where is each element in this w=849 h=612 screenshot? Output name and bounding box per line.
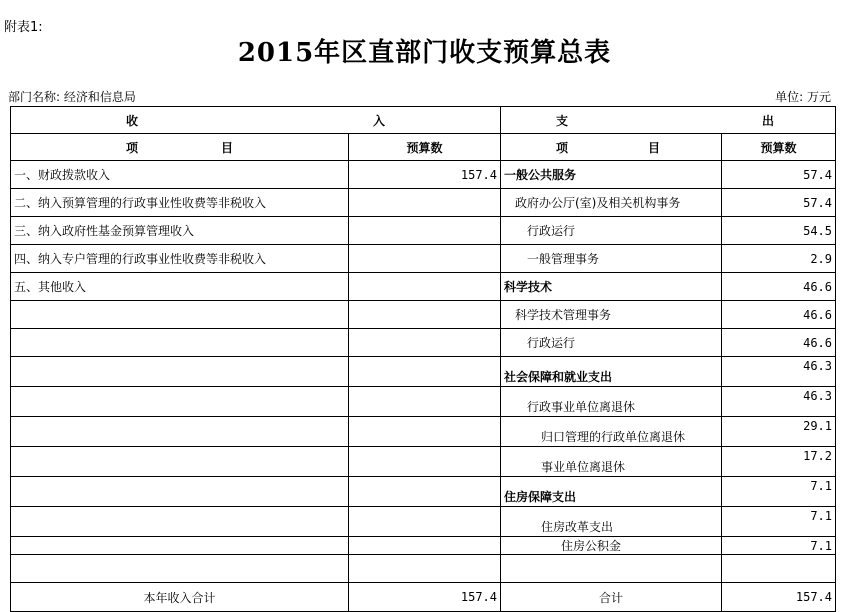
expense-value: 57.4 xyxy=(722,161,836,189)
table-row xyxy=(11,301,836,329)
header-row-section xyxy=(11,107,836,134)
income-item: 三、纳入政府性基金预算管理收入 xyxy=(11,217,349,245)
income-item-empty xyxy=(11,555,349,583)
income-section-header: 收 入 xyxy=(11,107,501,134)
expense-value: 57.4 xyxy=(722,189,836,217)
expense-value: 17.2 xyxy=(722,447,836,477)
income-value-empty xyxy=(349,477,501,507)
expense-value-empty xyxy=(722,555,836,583)
expense-item: 科学技术 xyxy=(501,273,722,301)
income-item: 一、财政拨款收入 xyxy=(11,161,349,189)
income-value-empty xyxy=(349,555,501,583)
table-row xyxy=(11,507,836,537)
expense-section-header: 支 出 xyxy=(501,107,836,134)
table-row xyxy=(11,555,836,583)
table-row xyxy=(11,189,836,217)
table-row xyxy=(11,329,836,357)
table-row xyxy=(11,447,836,477)
expense-value: 46.6 xyxy=(722,301,836,329)
income-value-empty xyxy=(349,507,501,537)
table-row xyxy=(11,387,836,417)
table-row xyxy=(11,537,836,555)
expense-value: 7.1 xyxy=(722,507,836,537)
income-item-empty xyxy=(11,477,349,507)
attachment-label: 附表1: xyxy=(4,20,43,35)
expense-value: 29.1 xyxy=(722,417,836,447)
expense-item: 行政运行 xyxy=(501,217,722,245)
table-row xyxy=(11,477,836,507)
expense-item: 一般公共服务 xyxy=(501,161,722,189)
table-row xyxy=(11,417,836,447)
income-item-empty xyxy=(11,507,349,537)
expense-value: 7.1 xyxy=(722,537,836,555)
income-item: 四、纳入专户管理的行政事业性收费等非税收入 xyxy=(11,245,349,273)
header-row-columns xyxy=(11,134,836,161)
income-value xyxy=(349,273,501,301)
unit-label: 单位: 万元 xyxy=(775,90,831,104)
expense-item-header: 项 目 xyxy=(501,134,722,161)
income-item-empty xyxy=(11,447,349,477)
expense-item: 住房改革支出 xyxy=(501,507,722,537)
expense-value: 54.5 xyxy=(722,217,836,245)
expense-value: 7.1 xyxy=(722,477,836,507)
expense-item: 住房公积金 xyxy=(501,537,722,555)
expense-value: 2.9 xyxy=(722,245,836,273)
expense-item: 行政事业单位离退休 xyxy=(501,387,722,417)
expense-item: 归口管理的行政单位离退休 xyxy=(501,417,722,447)
expense-value: 46.6 xyxy=(722,329,836,357)
income-value xyxy=(349,217,501,245)
expense-budget-header: 预算数 xyxy=(722,134,836,161)
table-row xyxy=(11,245,836,273)
expense-value: 46.6 xyxy=(722,273,836,301)
income-total-value: 157.4 xyxy=(349,583,501,612)
income-value-empty xyxy=(349,387,501,417)
income-item-empty xyxy=(11,417,349,447)
income-item: 五、其他收入 xyxy=(11,273,349,301)
income-value-empty xyxy=(349,357,501,387)
income-item-empty xyxy=(11,387,349,417)
table-row xyxy=(11,217,836,245)
income-value xyxy=(349,189,501,217)
income-item-empty xyxy=(11,301,349,329)
income-value-empty xyxy=(349,447,501,477)
table-row xyxy=(11,357,836,387)
expense-item: 事业单位离退休 xyxy=(501,447,722,477)
expense-value: 46.3 xyxy=(722,357,836,387)
income-value-empty xyxy=(349,329,501,357)
income-value-empty xyxy=(349,417,501,447)
expense-value: 46.3 xyxy=(722,387,836,417)
income-item-empty xyxy=(11,537,349,555)
income-item-empty xyxy=(11,329,349,357)
table-row xyxy=(11,273,836,301)
income-item-header: 项 目 xyxy=(11,134,349,161)
expense-total-value: 157.4 xyxy=(722,583,836,612)
income-total-label: 本年收入合计 xyxy=(11,583,349,612)
expense-item-empty xyxy=(501,555,722,583)
expense-item: 住房保障支出 xyxy=(501,477,722,507)
expense-item: 政府办公厅(室)及相关机构事务 xyxy=(501,189,722,217)
expense-item: 社会保障和就业支出 xyxy=(501,357,722,387)
totals-row xyxy=(11,583,836,612)
budget-table xyxy=(10,106,836,612)
expense-item: 一般管理事务 xyxy=(501,245,722,273)
income-value: 157.4 xyxy=(349,161,501,189)
table-row xyxy=(11,161,836,189)
expense-item: 行政运行 xyxy=(501,329,722,357)
income-value xyxy=(349,245,501,273)
income-budget-header: 预算数 xyxy=(349,134,501,161)
expense-total-label: 合计 xyxy=(501,583,722,612)
income-item: 二、纳入预算管理的行政事业性收费等非税收入 xyxy=(11,189,349,217)
income-value-empty xyxy=(349,537,501,555)
income-item-empty xyxy=(11,357,349,387)
expense-item: 科学技术管理事务 xyxy=(501,301,722,329)
page-title: 2015年区直部门收支预算总表 xyxy=(237,38,612,68)
income-value-empty xyxy=(349,301,501,329)
department-name: 部门名称: 经济和信息局 xyxy=(8,90,136,104)
